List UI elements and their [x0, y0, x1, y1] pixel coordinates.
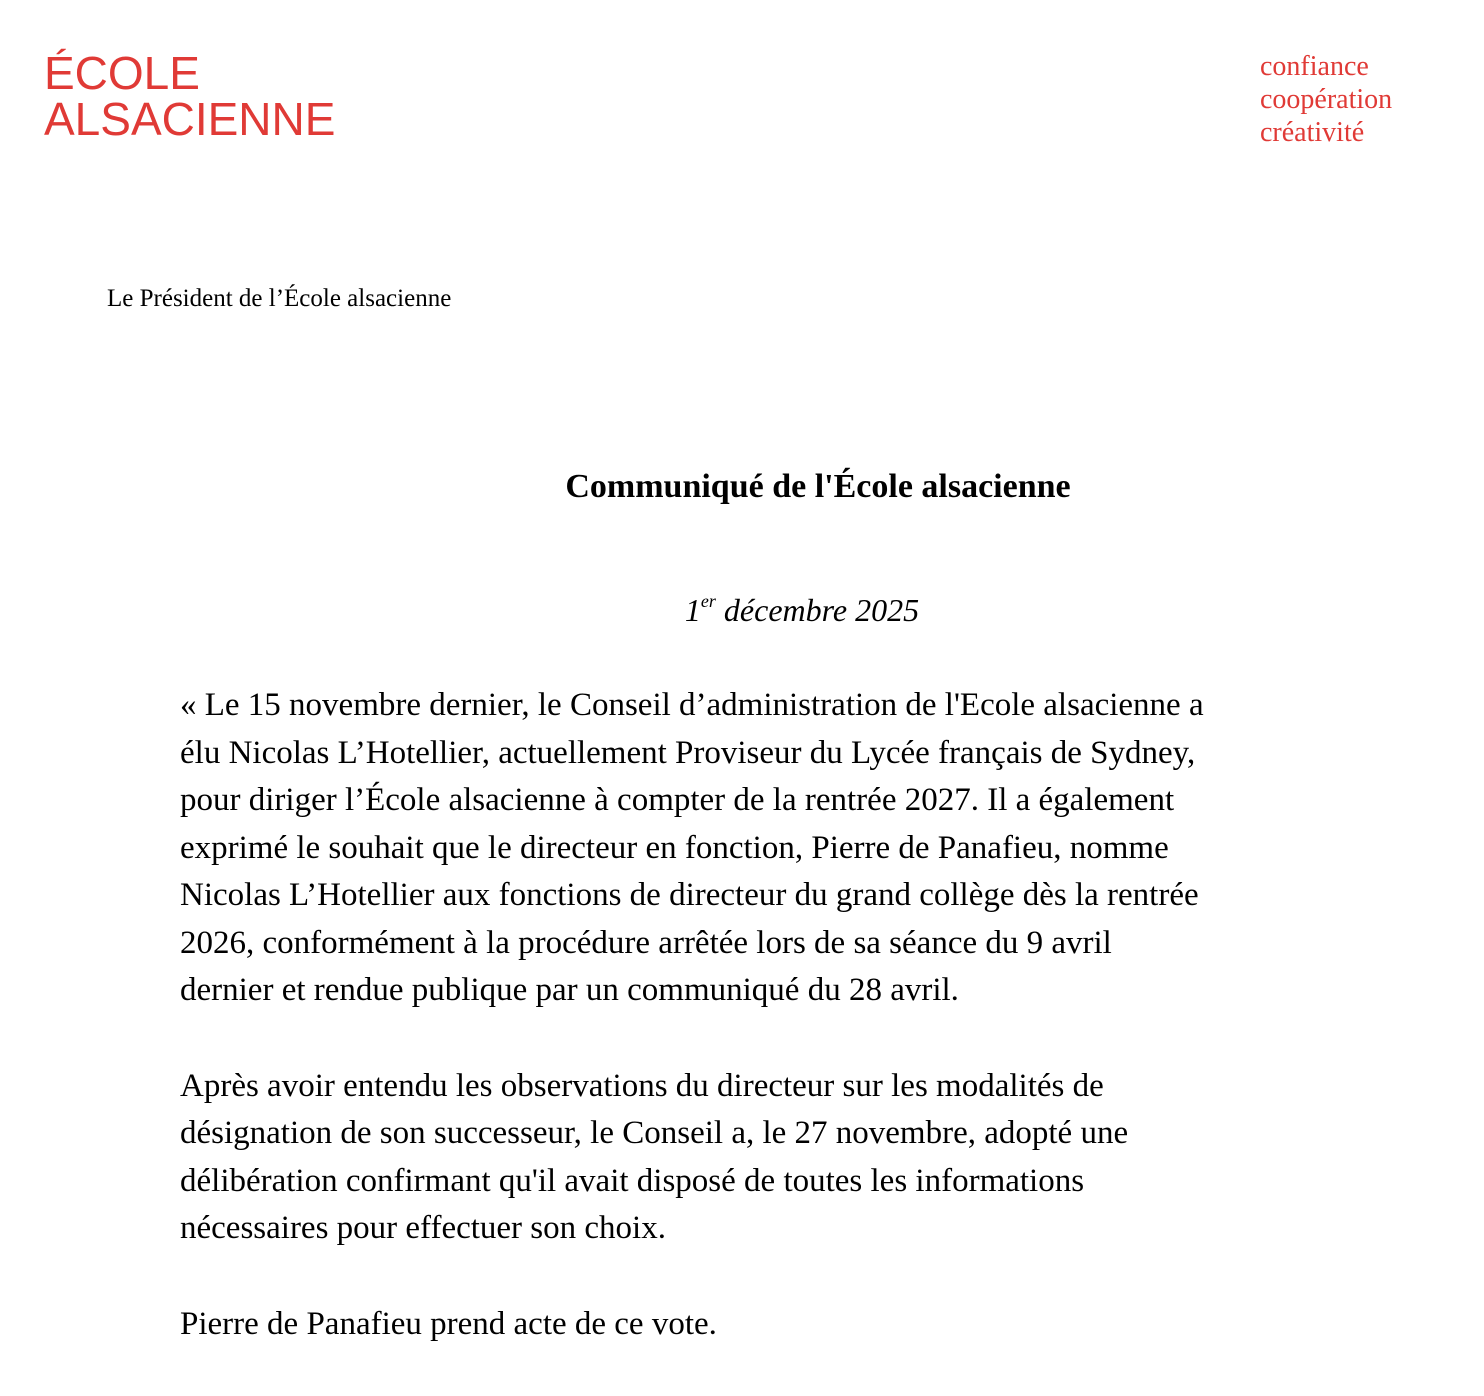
- paragraph-line: élu Nicolas L’Hotellier, actuellement Proviseur du Lycée français de Sydney,: [180, 734, 1196, 771]
- school-logo: [44, 47, 336, 145]
- tagline-confiance: confiance: [1260, 51, 1369, 82]
- date-rest: décembre 2025: [715, 592, 920, 628]
- paragraph-line: dernier et rendue publique par un communiqué du 28 avril.: [180, 972, 959, 1008]
- paragraph-3: [180, 1301, 1430, 1349]
- school-tagline: [1260, 50, 1392, 149]
- tagline-cooperation: coopération: [1260, 84, 1393, 115]
- paragraph-line: désignation de son successeur, le Conseil a, le 27 novembre, adopté une: [180, 1115, 1129, 1151]
- logo-line-ecole: ÉCOLE: [44, 47, 200, 99]
- document-title: Communiqué de l'École alsacienne: [565, 468, 1071, 505]
- date-suffix: er: [700, 591, 716, 611]
- date-day: 1: [684, 592, 701, 628]
- paragraph-line: Nicolas L’Hotellier aux fonctions de directeur du grand collège dès la rentrée: [180, 877, 1199, 913]
- paragraph-line: 2026, conformément à la procédure arrêtée lors de sa séance du 9 avril: [180, 924, 1112, 961]
- sender-line: Le Président de l’École alsacienne: [107, 285, 452, 312]
- paragraph-line: exprimé le souhait que le directeur en fonction, Pierre de Panafieu, nomme: [180, 829, 1169, 866]
- paragraph-2: [180, 1063, 1430, 1253]
- paragraph-line: pour diriger l’École alsacienne à compter de la rentrée 2027. Il a également: [180, 782, 1175, 818]
- paragraph-line: Pierre de Panafieu prend acte de ce vote.: [180, 1305, 717, 1342]
- paragraph-line: nécessaires pour effectuer son choix.: [180, 1210, 666, 1246]
- tagline-creativite: créativité: [1260, 117, 1365, 148]
- paragraph-1: [180, 682, 1430, 1015]
- paragraph-line: délibération confirmant qu'il avait disposé de toutes les informations: [180, 1162, 1085, 1199]
- logo-line-alsacienne: ALSACIENNE: [44, 93, 336, 145]
- paragraph-line: « Le 15 novembre dernier, le Conseil d’administration de l'Ecole alsacienne a: [180, 687, 1204, 723]
- document-body: [180, 682, 1430, 1396]
- document-date: [0, 590, 1484, 630]
- paragraph-line: Après avoir entendu les observations du directeur sur les modalités de: [180, 1067, 1104, 1104]
